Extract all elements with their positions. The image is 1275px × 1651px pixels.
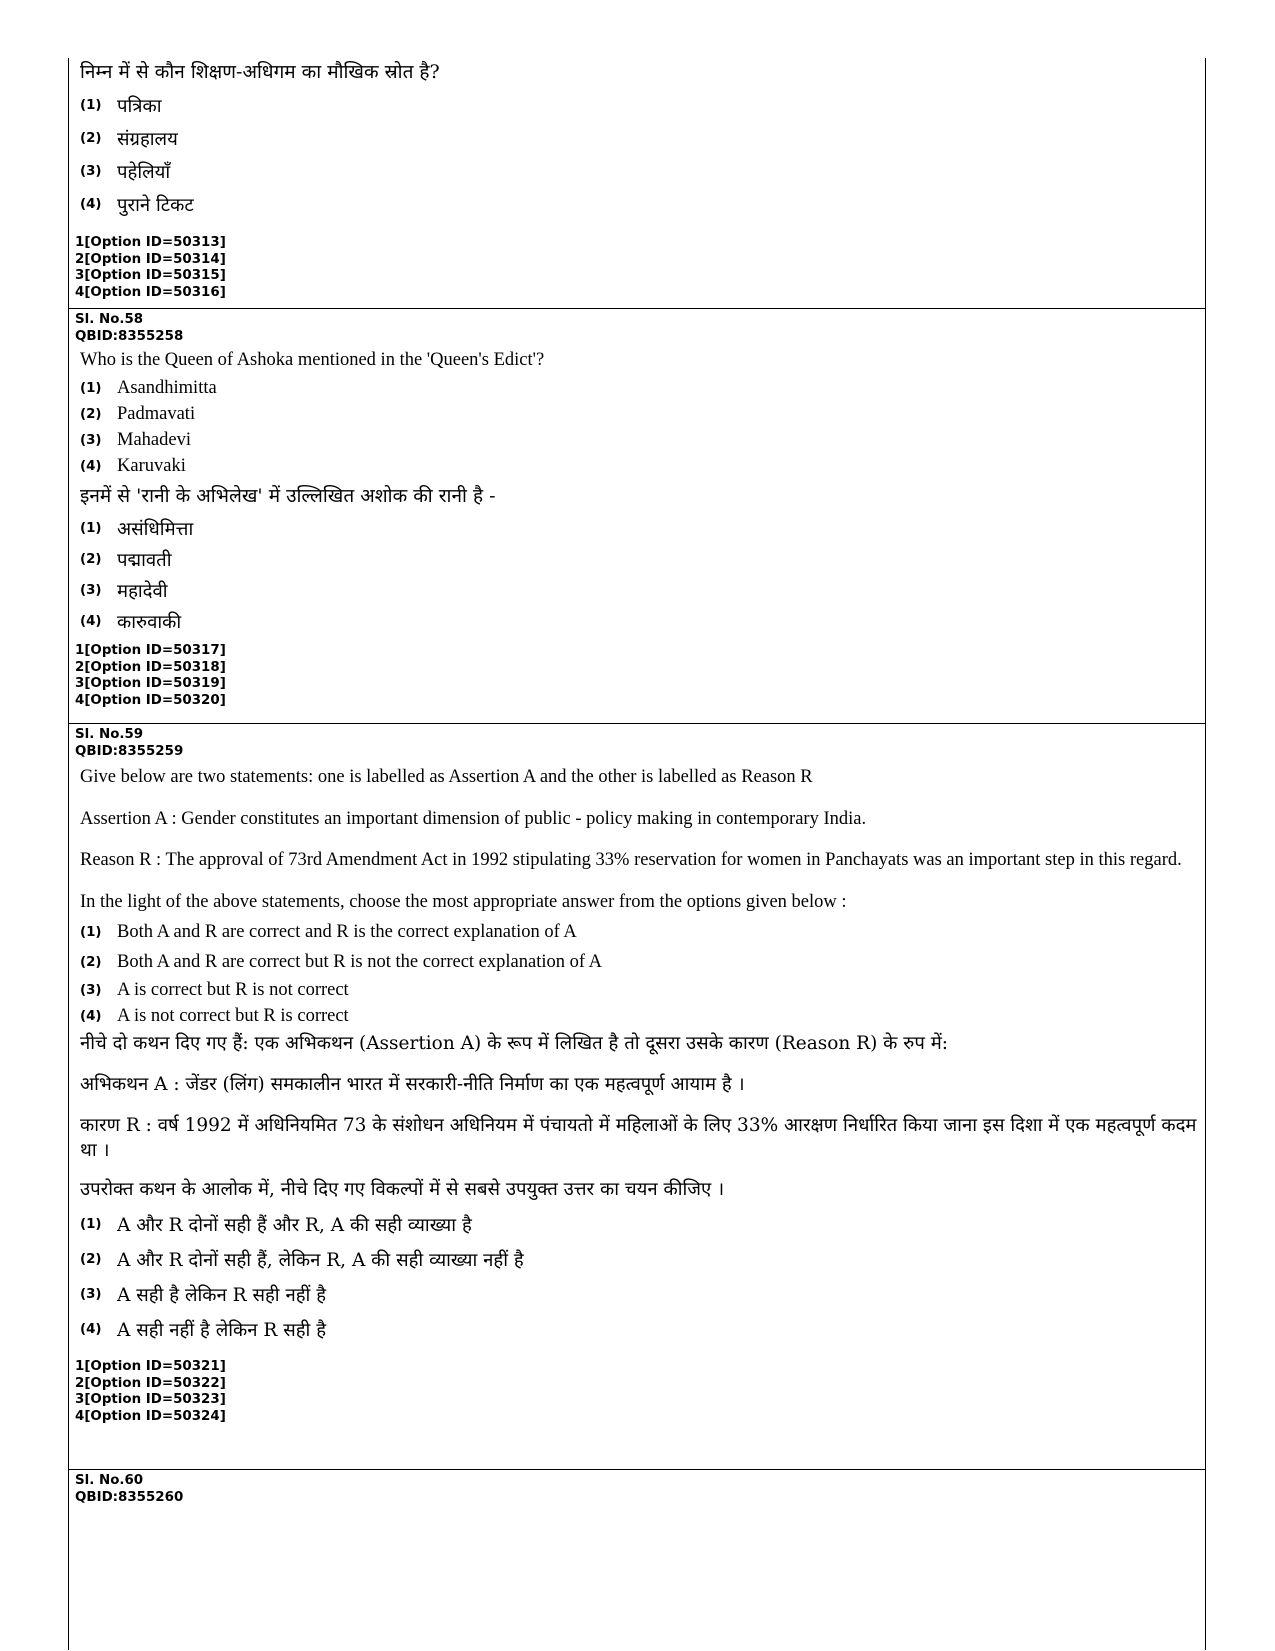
option-1 [80, 917, 1199, 947]
reason-text-hindi: कारण R : वर्ष 1992 में अधिनियमित 73 के संशोधन अधिनियम में पंचायतो में महिलाओं के लिए 33% आरक्षण निर्धारित किया जाना इस दिशा में एक महत्वपूर्ण कदम था । [80, 1115, 1197, 1162]
option-text: A और R दोनों सही हैं और R, A की सही व्याख्या है [117, 1214, 472, 1236]
option-number: (2) [80, 552, 102, 568]
option-id-list [75, 643, 1199, 709]
option-id-list [75, 1359, 1199, 1425]
option-id: 3[Option ID=50319] [75, 676, 226, 692]
option-text: Both A and R are correct and R is the correct explanation of A [117, 921, 577, 942]
option-number: (2) [80, 954, 102, 970]
option-number: (2) [80, 131, 102, 146]
option-3 [80, 427, 1199, 453]
options-list-hindi [75, 513, 1199, 637]
option-id: 4[Option ID=50316] [75, 284, 226, 300]
instruction-text-hindi: नीचे दो कथन दिए गए हैं: एक अभिकथन (Assertion A) के रूप में लिखित है तो दूसरा उसके कारण (Reason R) के रुप में: [80, 1033, 949, 1055]
option-id-list [75, 235, 1199, 301]
option-text: पत्रिका [117, 96, 162, 117]
option-number: (3) [80, 432, 102, 448]
option-id: 1[Option ID=50321] [75, 1359, 226, 1375]
option-text: Asandhimitta [117, 377, 217, 398]
option-number: (2) [80, 406, 102, 422]
option-number: (4) [80, 1322, 102, 1338]
option-number: (3) [80, 583, 102, 599]
option-id: 2[Option ID=50322] [75, 1375, 226, 1391]
option-number: (1) [80, 98, 102, 113]
option-number: (4) [80, 197, 102, 212]
option-1 [80, 375, 1199, 401]
option-id: 2[Option ID=50318] [75, 659, 226, 675]
option-text: Karuvaki [117, 455, 186, 476]
question-text-hindi: उपरोक्त कथन के आलोक में, नीचे दिए गए विकल्पों में से सबसे उपयुक्त उत्तर का चयन कीजिए । [80, 1179, 725, 1201]
question-block-59 [69, 723, 1205, 1469]
option-text: A is correct but R is not correct [117, 980, 349, 1001]
option-text: महादेवी [117, 581, 168, 603]
option-4 [80, 1004, 1199, 1029]
option-text: Padmavati [117, 403, 196, 424]
option-3 [80, 977, 1199, 1004]
option-text: पहेलियाँ [117, 162, 171, 183]
question-text-english: Who is the Queen of Ashoka mentioned in the 'Queen's Edict'? [80, 350, 545, 371]
option-id: 3[Option ID=50323] [75, 1392, 226, 1408]
option-1 [80, 89, 1199, 122]
option-number: (4) [80, 458, 102, 474]
serial-number: Sl. No.58 [75, 312, 144, 327]
assertion-text-hindi: अभिकथन A : जेंडर (लिंग) समकालीन भारत में सरकारी-नीति निर्माण का एक महत्वपूर्ण आयाम है । [80, 1074, 745, 1096]
options-list-hindi [75, 89, 1199, 221]
option-3 [80, 1277, 1199, 1312]
question-block-60 [69, 1469, 1205, 1649]
question-text-hindi: इनमें से 'रानी के अभिलेख' में उल्लिखित अशोक की रानी है - [80, 485, 496, 508]
option-text: A सही है लेकिन R सही नहीं है [117, 1285, 327, 1307]
serial-number: Sl. No.60 [75, 1473, 144, 1488]
option-2 [80, 122, 1199, 155]
option-text: पद्मावती [117, 550, 172, 572]
option-1 [80, 513, 1199, 544]
option-3 [80, 575, 1199, 606]
option-text: Mahadevi [117, 429, 191, 450]
option-2 [80, 947, 1199, 977]
option-2 [80, 1242, 1199, 1277]
option-number: (4) [80, 614, 102, 630]
option-number: (1) [80, 521, 102, 537]
question-paper-page [68, 58, 1206, 1650]
reason-text-english: Reason R : The approval of 73rd Amendment Act in 1992 stipulating 33% reservation for women in Panchayats was an important step in this regard. [80, 850, 1182, 871]
question-block-58 [69, 308, 1205, 723]
serial-number: Sl. No.59 [75, 727, 144, 742]
option-id: 1[Option ID=50313] [75, 235, 226, 250]
option-1 [80, 1206, 1199, 1242]
option-3 [80, 155, 1199, 188]
assertion-text-english: Assertion A : Gender constitutes an important dimension of public - policy making in contemporary India. [80, 808, 867, 829]
option-number: (3) [80, 164, 102, 179]
option-text: कारुवाकी [117, 612, 182, 634]
option-text: पुराने टिकट [117, 195, 194, 216]
question-text-hindi: निम्न में से कौन शिक्षण-अधिगम का मौखिक स्रोत है? [80, 61, 440, 83]
qbid: QBID:8355259 [75, 743, 184, 759]
options-list-hindi [75, 1206, 1199, 1347]
option-text: A सही नहीं है लेकिन R सही है [117, 1320, 327, 1342]
option-number: (3) [80, 983, 102, 999]
option-2 [80, 544, 1199, 575]
question-block-57 [69, 60, 1205, 308]
option-id: 2[Option ID=50314] [75, 251, 226, 267]
option-text: A और R दोनों सही हैं, लेकिन R, A की सही व्याख्या नहीं है [117, 1250, 524, 1272]
option-4 [80, 188, 1199, 221]
option-number: (1) [80, 380, 102, 396]
option-2 [80, 401, 1199, 427]
option-text: Both A and R are correct but R is not the correct explanation of A [117, 951, 602, 972]
option-text: असंधिमित्ता [117, 519, 194, 541]
option-text: संग्रहालय [117, 129, 178, 150]
option-text: A is not correct but R is correct [117, 1006, 349, 1027]
option-4 [80, 453, 1199, 479]
option-number: (1) [80, 924, 102, 940]
option-id: 4[Option ID=50320] [75, 692, 226, 708]
option-number: (2) [80, 1252, 102, 1268]
option-number: (1) [80, 1216, 102, 1232]
option-number: (3) [80, 1287, 102, 1303]
option-4 [80, 606, 1199, 637]
question-text-english: In the light of the above statements, choose the most appropriate answer from the options given below : [80, 891, 847, 912]
option-number: (4) [80, 1009, 102, 1025]
instruction-text-english: Give below are two statements: one is labelled as Assertion A and the other is labelled as Reason R [80, 767, 813, 788]
qbid: QBID:8355260 [75, 1489, 184, 1505]
qbid: QBID:8355258 [75, 328, 184, 344]
options-list-english [75, 375, 1199, 479]
option-id: 4[Option ID=50324] [75, 1408, 226, 1424]
options-list-english [75, 917, 1199, 1029]
option-id: 3[Option ID=50315] [75, 268, 226, 284]
option-4 [80, 1312, 1199, 1347]
option-id: 1[Option ID=50317] [75, 643, 226, 659]
